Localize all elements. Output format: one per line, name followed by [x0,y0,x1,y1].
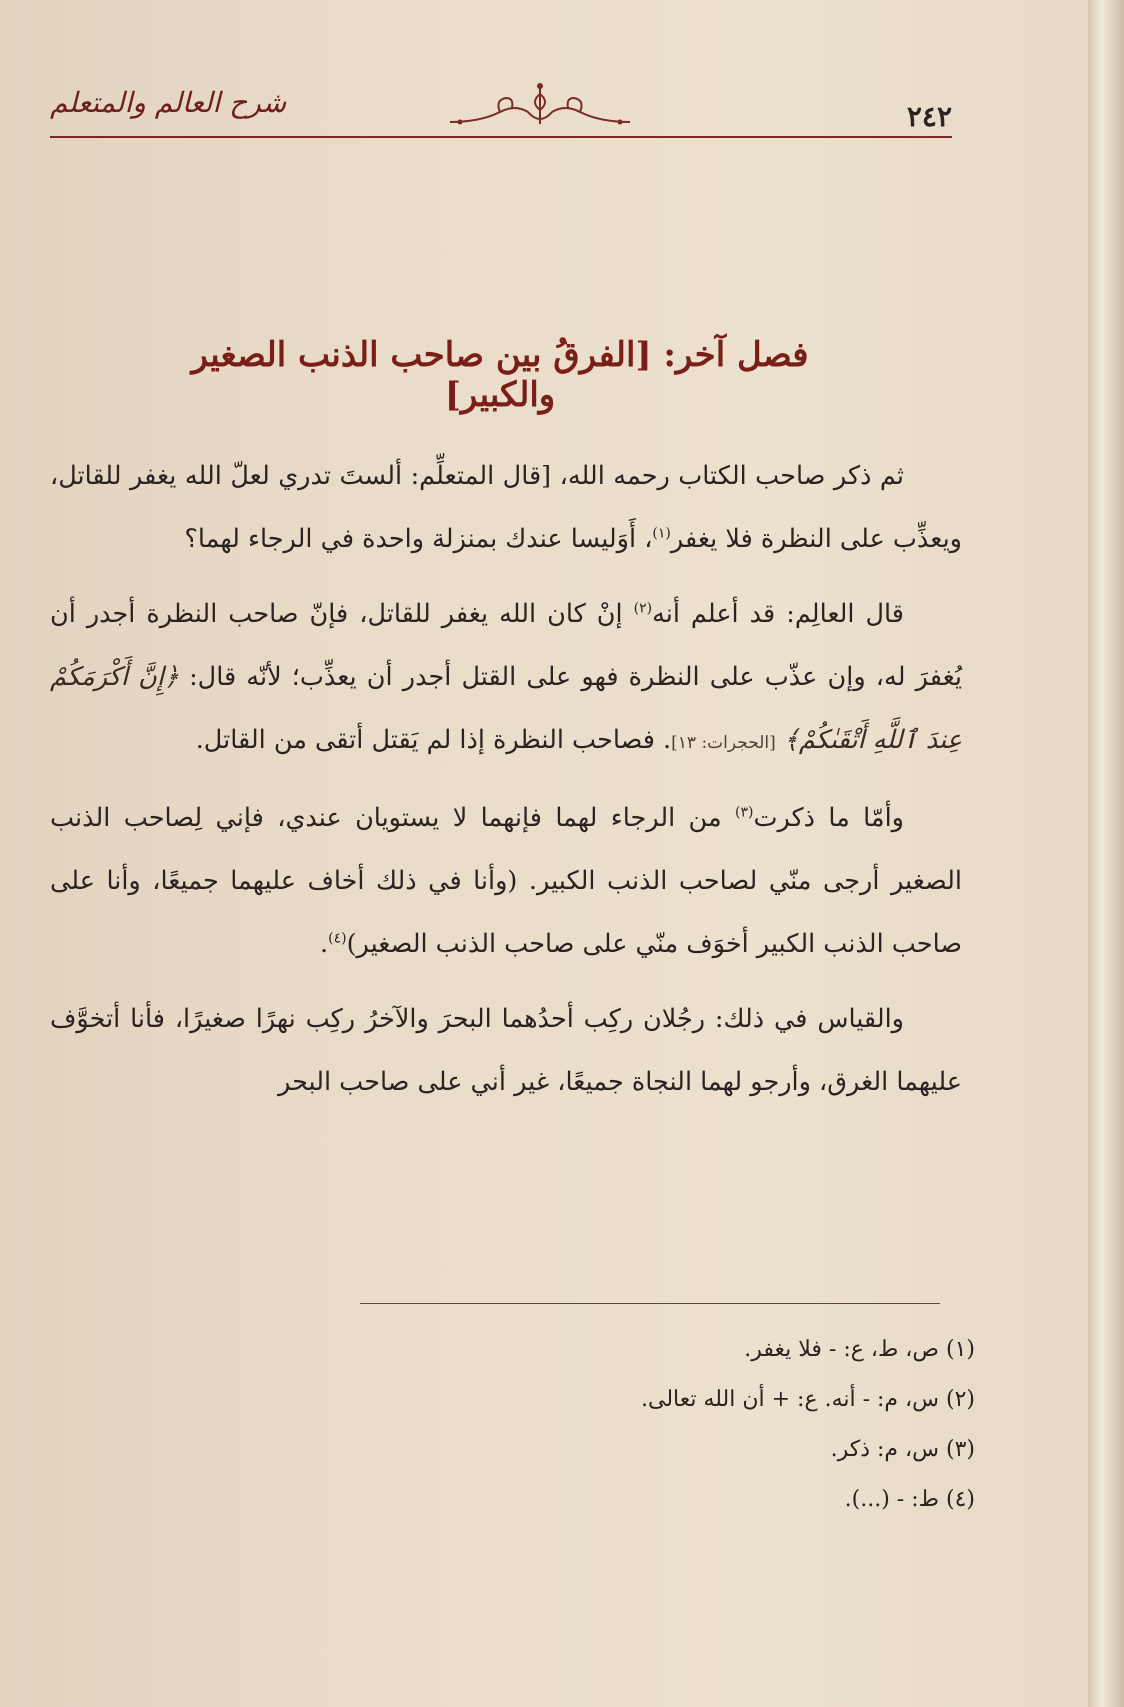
section-title-prefix: فصل آخر: [663,335,809,375]
paragraph-text: . فصاحب النظرة إذا لم يَقتل أتقى من القاتل. [195,725,672,755]
footnote-ref: (١) [652,525,671,542]
footnote-ref: (٣) [734,804,754,821]
body-text [50,445,962,1126]
footnote-2: (٢) س، م: - أنه. ع: + أن الله تعالى. [641,1387,975,1412]
paragraph-text: وأمّا ما ذكرت [753,803,904,833]
quran-verse: ﴿إِنَّ أَكْرَمَكُمْ عِندَ ٱللَّهِ أَتْقَىٰكُمْ﴾ [50,662,962,755]
section-title-text: [الفرقُ بين صاحب الذنب الصغير والكبير] [191,335,652,415]
paragraph-text: والقياس في ذلك: رجُلان ركِب أحدُهما البحرَ والآخرُ ركِب نهرًا صغيرًا، فأنا أتخوَّف عليهما الغرق، وأرجو لهما النجاة جميعًا، غير أني على صاحب البحر [50,1004,962,1097]
paragraph-4 [50,988,962,1114]
paragraph-text: إنْ كان الله يغفر للقاتل، فإنّ صاحب النظرة أجدر أن يُغفرَ له، وإن عذّب على النظرة فهو على القتل أجدر أن يعذِّب؛ لأنّه قال: [50,599,962,692]
footnote-1: (١) ص، ط، ع: - فلا يغفر. [744,1337,975,1362]
paragraph-text: ، أَوَليسا عندك بمنزلة واحدة في الرجاء لهما؟ [184,524,653,554]
paragraph-text: . [320,929,329,959]
footnotes [420,1325,975,1525]
paragraph-text: من الرجاء لهما فإنهما لا يستويان عندي، فإني لِصاحب الذنب الصغير أرجى منّي لصاحب الذنب الكبير. (وأنا في ذلك أخاف عليهما جميعًا، وأنا على صاحب الذنب الكبير أخوَف منّي على صاحب الذنب الصغير) [50,803,962,959]
paragraph-2 [50,583,962,775]
book-title: شرح العالم والمتعلم [50,86,287,119]
paragraph-text: قال العالِم: قد أعلم أنه [652,599,904,629]
section-title [150,335,850,415]
page-edge [1088,0,1124,1707]
footnote-4: (٤) ط: - (...). [844,1487,975,1512]
paragraph-text: ثم ذكر صاحب الكتاب رحمه الله، [قال المتعلِّم: ألستَ تدري لعلّ الله يغفر للقاتل، ويعذِّب على النظرة فلا يغفر [50,461,962,554]
footnote-rule [360,1303,940,1304]
paragraph-1 [50,445,962,571]
verse-reference: [الحجرات: ١٣] [671,733,776,753]
footnote-3: (٣) س، م: ذكر. [830,1437,975,1462]
paragraph-3 [50,787,962,976]
footnote-ref: (٢) [633,600,653,617]
page-number: ٢٤٢ [906,100,952,133]
header-rule [50,136,952,138]
running-head [50,72,952,142]
footnote-ref: (٤) [328,930,347,947]
ornament-icon [440,82,640,128]
